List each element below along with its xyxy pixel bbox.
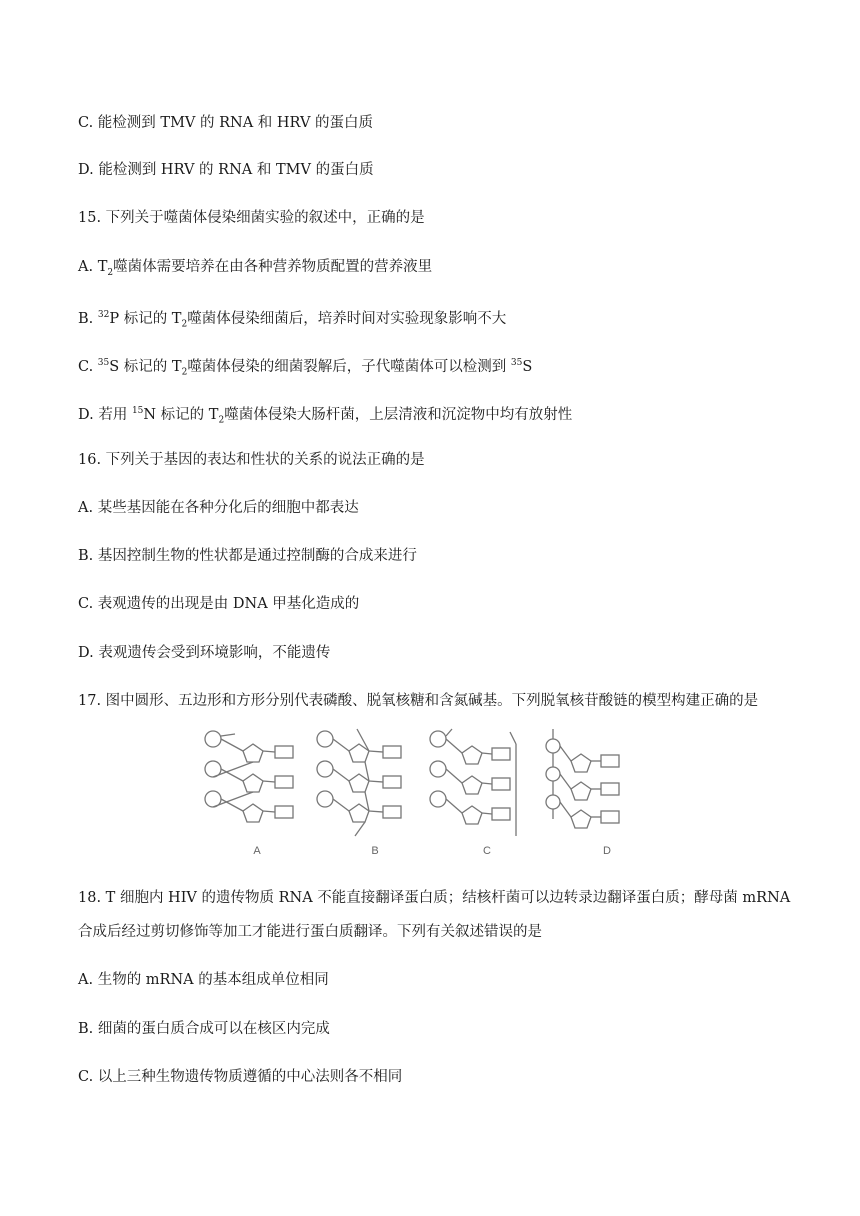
question-18-line2: 合成后经过剪切修饰等加工才能进行蛋白质翻译。下列有关叙述错误的是 (78, 924, 542, 940)
option-c-q18: C. 以上三种生物遗传物质遵循的中心法则各不相同 (78, 1069, 403, 1085)
option-b-q18: B. 细菌的蛋白质合成可以在核区内完成 (78, 1021, 330, 1037)
option-d-q14: D. 能检测到 HRV 的 RNA 和 TMV 的蛋白质 (78, 162, 374, 178)
option-a-q18: A. 生物的 mRNA 的基本组成单位相同 (78, 972, 329, 988)
option-a-q15: A. $T_2$噬菌体需要培养在由各种营养物质配置的营养液里 (78, 259, 433, 278)
option-d-q16: D. 表观遗传会受到环境影响，不能遗传 (78, 645, 331, 661)
question-16: 16. 下列关于基因的表达和性状的关系的说法正确的是 (78, 452, 425, 468)
model-c (430, 729, 516, 836)
option-c-q15: C. $^{35}$S 标记的 $T_2$噬菌体侵染的细菌裂解后，子代噬菌体可以检测到 $^{35}$S (78, 358, 533, 378)
option-b-q15: B. $^{32}$P 标记的 $T_2$噬菌体侵染细菌后，培养时间对实验现象影响不大 (78, 310, 507, 330)
label-b: B (371, 845, 379, 857)
option-d-q15: D. 若用 $^{15}$N 标记的 $T_2$噬菌体侵染大肠杆菌，上层清液和沉淀物中均有放射性 (78, 406, 573, 426)
question-17: 17. 图中圆形、五边形和方形分别代表磷酸、脱氧核糖和含氮碱基。下列脱氧核苷酸链的模型构建正确的是 (78, 693, 759, 709)
question-18-line1: 18. T 细胞内 HIV 的遗传物质 RNA 不能直接翻译蛋白质；结核杆菌可以边转录边翻译蛋白质；酵母菌 mRNA (78, 890, 791, 906)
question-15: 15. 下列关于噬菌体侵染细菌实验的叙述中，正确的是 (78, 210, 425, 226)
option-b-q16: B. 基因控制生物的性状都是通过控制酶的合成来进行 (78, 548, 417, 564)
option-a-q16: A. 某些基因能在各种分化后的细胞中都表达 (78, 500, 359, 516)
model-d (546, 729, 619, 828)
model-b (317, 729, 401, 836)
option-c-q16: C. 表观遗传的出现是由 DNA 甲基化造成的 (78, 596, 360, 612)
model-a (205, 731, 293, 822)
label-a: A (253, 845, 261, 857)
label-d: D (603, 845, 611, 857)
nucleotide-chain-figure (195, 724, 645, 864)
option-c-q14: C. 能检测到 TMV 的 RNA 和 HRV 的蛋白质 (78, 115, 374, 131)
label-c: C (483, 845, 491, 857)
